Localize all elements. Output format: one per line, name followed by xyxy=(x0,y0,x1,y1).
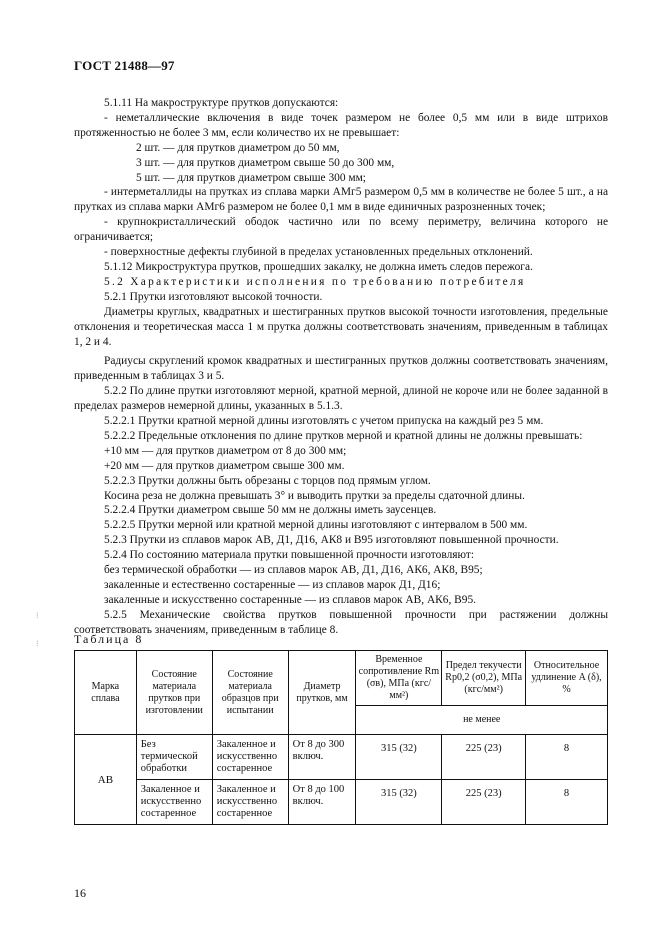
table-row xyxy=(75,780,608,825)
header-cell: Марка сплава xyxy=(75,651,137,735)
header-cell: Состояние материала образцов при испытании xyxy=(212,651,288,735)
paragraph: 5.2.2.4 Прутки диаметром свыше 50 мм не должны иметь заусенцев. xyxy=(104,504,437,517)
paragraph: 3 шт. — для прутков диаметром свыше 50 до 300 мм, xyxy=(136,156,395,169)
table-cell: 225 (23) xyxy=(442,780,526,825)
table-cell: 315 (32) xyxy=(356,780,442,825)
document-header: ГОСТ 21488—97 xyxy=(74,58,175,73)
table-cell: 225 (23) xyxy=(442,735,526,780)
header-cell: Временное сопротивление Rm (σв), МПа (кгс/мм²) xyxy=(356,651,442,706)
table-cell: 8 xyxy=(526,780,608,825)
header-cell: Состояние материала прутков при изготовлении xyxy=(136,651,212,735)
table-cell: Закаленное и искусственно состаренное xyxy=(212,780,288,825)
paragraph: 5.2.1 Прутки изготовляют высокой точности. xyxy=(104,290,323,303)
table-cell: Закаленное и искусственно состаренное xyxy=(212,735,288,780)
table-cell: 315 (32) xyxy=(356,735,442,780)
paragraph: без термической обработки — из сплавов марок АВ, Д1, Д16, АК6, АК8, В95; xyxy=(104,564,483,577)
paragraph: 5.2.2 По длине прутки изготовляют мерной, кратной мерной, длиной не короче или не более заданной в пределах размеров немерной длины, указанных в 5.1.3. xyxy=(74,385,608,413)
paragraph: - интерметаллиды на прутках из сплава марки АМг5 размером 0,5 мм в количестве не более 5 шт., а на прутках из сплава марки АМг6 размером не более 0,1 мм в виде единичных разрозненных точек; xyxy=(74,186,608,214)
paragraph: закаленные и искусственно состаренные — из сплавов марок АВ, АК6, В95. xyxy=(104,593,476,606)
table-cell: 8 xyxy=(526,735,608,780)
document-body xyxy=(74,96,608,638)
paragraph: закаленные и естественно состаренные — из сплавов марок Д1, Д16; xyxy=(104,579,441,591)
paragraph: Радиусы скруглений кромок квадратных и шестигранных прутков должны соответствовать значениям, приведенным в таблицах 3 и 5. xyxy=(74,355,608,383)
table-row xyxy=(75,735,608,780)
margin-mark: ⁝ xyxy=(36,639,39,648)
table-cell-mark: АВ xyxy=(75,735,137,825)
paragraph: 5.2.3 Прутки из сплавов марок АВ, Д1, Д16, АК8 и В95 изготовляют повышенной прочности. xyxy=(104,534,559,547)
paragraph: 5.2.2.1 Прутки кратной мерной длины изготовлять с учетом припуска на каждый рез 5 мм. xyxy=(104,415,544,428)
table-header-row xyxy=(75,651,608,706)
table-cell: От 8 до 100 включ. xyxy=(288,780,356,825)
header-cell: Диаметр прутков, мм xyxy=(288,651,356,735)
paragraph: +20 мм — для прутков диаметром свыше 300 мм. xyxy=(104,459,345,472)
paragraph: +10 мм — для прутков диаметром от 8 до 300 мм; xyxy=(104,444,347,457)
paragraph: 5.2.2.2 Предельные отклонения по длине прутков мерной и кратной длины не должны превышать: xyxy=(104,429,583,442)
paragraph: 5.2.4 По состоянию материала прутки повышенной прочности изготовляют: xyxy=(104,549,474,562)
table-cell: Закаленное и искусственно состаренное xyxy=(136,780,212,825)
paragraph: - неметаллические включения в виде точек размером не более 0,5 мм или в виде штрихов протяженностью не более 3 мм, если количество их не превышает: xyxy=(74,111,608,139)
paragraph: 5.2.2.3 Прутки должны быть обрезаны с торцов под прямым углом. xyxy=(104,474,431,487)
table-caption: Таблица 8 xyxy=(74,632,144,646)
paragraph: 5.2.5 Механические свойства прутков повышенной прочности при растяжении должны соответствовать значениям, приведенным в таблице 8. xyxy=(74,608,608,636)
section-heading: 5.2 Характеристики исполнения по требованию потребителя xyxy=(104,275,526,288)
paragraph: 5 шт. — для прутков диаметром свыше 300 мм; xyxy=(136,171,366,184)
header-cell: Относительное удлинение A (δ), % xyxy=(526,651,608,706)
header-cell: Предел текучести Rp0,2 (σ0,2), МПа (кгс/мм²) xyxy=(442,651,526,706)
table-8 xyxy=(74,650,608,825)
paragraph: 5.2.2.5 Прутки мерной или кратной мерной длины изготовляют с интервалом в 500 мм. xyxy=(104,519,528,532)
header-cell-not-less: не менее xyxy=(356,706,608,735)
margin-mark: ⁝ xyxy=(36,611,39,620)
paragraph: 5.1.12 Микроструктура прутков, прошедших закалку, не должна иметь следов пережога. xyxy=(104,260,533,273)
page-number: 16 xyxy=(74,886,86,900)
table-cell: От 8 до 300 включ. xyxy=(288,735,356,780)
paragraph: - крупнокристаллический ободок частично или по всему периметру, величина которого не ограничивается; xyxy=(74,216,608,244)
paragraph: 2 шт. — для прутков диаметром до 50 мм, xyxy=(136,141,340,154)
paragraph: 5.1.11 На макроструктуре прутков допускаются: xyxy=(104,97,339,109)
table-cell: Без термической обработки xyxy=(136,735,212,780)
paragraph: Косина реза не должна превышать 3° и выводить прутки за пределы сдаточной длины. xyxy=(104,489,525,502)
paragraph: - поверхностные дефекты глубиной в пределах установленных предельных отклонений. xyxy=(104,246,533,259)
paragraph: Диаметры круглых, квадратных и шестигранных прутков высокой точности изготовления, предельные отклонения и теоретическая масса 1 м прутка должны соответствовать значениям, приведенным в таблицах 1, 2 и 4. xyxy=(74,305,608,348)
